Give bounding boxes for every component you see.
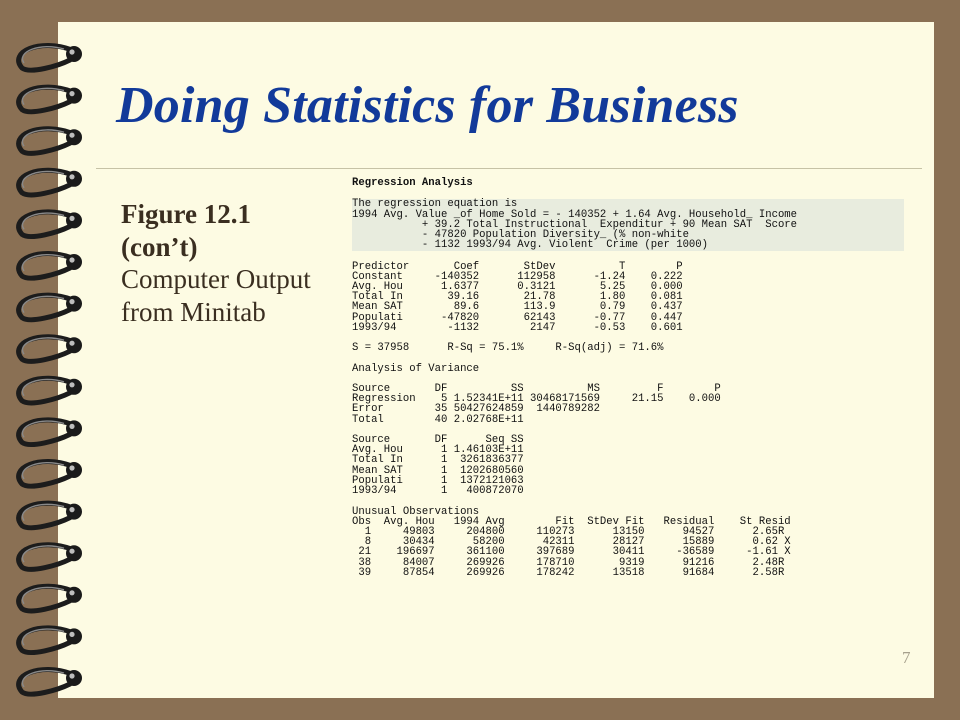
anova-table: Analysis of Variance Source DF SS MS F P Regression 5 1.52341E+11 30468171569 21.15 0.000 Error 35 50427624859 1440789282 Total 40 2.02768E+11 bbox=[352, 362, 721, 426]
sequential-ss-table: Source DF Seq SS Avg. Hou 1 1.46103E+11 Total In 1 3261836377 Mean SAT 1 1202680560 Populati 1 1372121063 1993/94 1 400872070 bbox=[352, 434, 524, 498]
slide-title: Doing Statistics for Business bbox=[116, 77, 739, 134]
regression-header: Regression Analysis bbox=[352, 177, 473, 189]
binder-ring bbox=[19, 669, 82, 694]
binder-ring bbox=[19, 378, 82, 403]
binder-ring bbox=[19, 253, 82, 278]
binder-ring bbox=[19, 628, 82, 653]
binder-ring bbox=[19, 461, 82, 486]
unusual-observations-table: Unusual Observations Obs Avg. Hou 1994 Avg Fit StDev Fit Residual St Resid 1 49803 204800 110273 13150 94527 2.65R 8 30434 58200 42311 28127 15889 0.62 X 21 196697 361100 397689 30411 -36589 -1.61 X 38 84007 269926 178710 9319 91216 2.48R 39 87854 269926 178242 13518 91684 2.58R bbox=[352, 505, 791, 579]
minitab-output bbox=[352, 178, 904, 578]
predictor-table: Predictor Coef StDev T P Constant -140352 112958 -1.24 0.222 Avg. Hou 1.6377 0.3121 5.25 0.000 Total In 39.16 21.78 1.80 0.081 Mean SAT 89.6 113.9 0.79 0.437 Populati -47820 62143 -0.77 0.447 1993/94 -1132 2147 -0.53 0.601 bbox=[352, 260, 683, 334]
figure-caption bbox=[121, 198, 311, 328]
binder-ring bbox=[19, 420, 82, 445]
binder-ring bbox=[19, 212, 82, 237]
binder-ring bbox=[19, 295, 82, 320]
figure-label: Figure 12.1 (con’t) bbox=[121, 199, 251, 262]
binder-rings bbox=[0, 0, 100, 720]
binder-ring bbox=[19, 545, 82, 570]
binder-ring bbox=[19, 45, 82, 70]
page-number: 7 bbox=[902, 648, 911, 667]
binder-ring bbox=[19, 337, 82, 362]
binder-ring bbox=[19, 503, 82, 528]
fit-statistics: S = 37958 R-Sq = 75.1% R-Sq(adj) = 71.6% bbox=[352, 342, 664, 355]
binder-ring bbox=[19, 586, 82, 611]
binder-ring bbox=[19, 129, 82, 154]
figure-description: Computer Output from Minitab bbox=[121, 264, 311, 327]
regression-equation-block bbox=[352, 199, 904, 251]
title-divider bbox=[96, 168, 922, 169]
binder-ring bbox=[19, 170, 82, 195]
regression-equation: The regression equation is 1994 Avg. Value _of Home Sold = - 140352 + 1.64 Avg. Household_ Income + 39.2 Total Instructional Expenditur + 90 Mean SAT Score - 47820 Population Diversity_ (% non-white - 1132 1993/94 Avg. Violent Crime (per 1000) bbox=[352, 198, 798, 252]
binder-ring bbox=[19, 87, 82, 112]
